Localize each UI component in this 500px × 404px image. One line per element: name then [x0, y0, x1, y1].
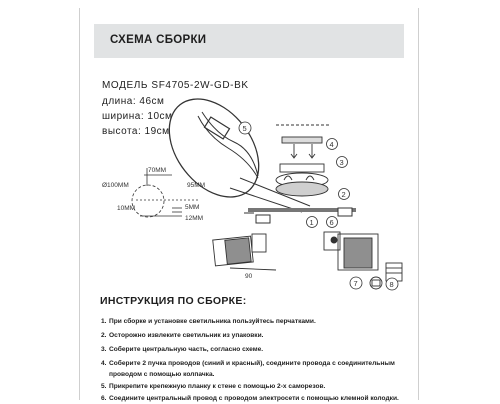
step-text: Соедините центральный провод с проводом электросети с помощью клемной колодки. [109, 395, 399, 402]
instruction-step [101, 345, 401, 355]
instruction-step [101, 359, 401, 369]
step-number: 2. [101, 332, 107, 339]
assembly-diagram [80, 8, 418, 298]
dim-twelve-label: 12MM [185, 215, 204, 222]
instruction-page [79, 8, 419, 400]
model-name: МОДЕЛЬ SF4705-2W-GD-BK [102, 80, 249, 91]
dimension-label: ширина: [102, 111, 145, 122]
dimension-value: 46см [139, 96, 165, 107]
instruction-step-continuation [101, 370, 401, 380]
dim-holes-label: 95MM [187, 182, 206, 189]
instructions-title: ИНСТРУКЦИЯ ПО СБОРКЕ: [100, 295, 247, 307]
callout-4-label: 4 [329, 140, 334, 149]
step-text: При сборке и установке светильника пользуйтесь перчатками. [109, 318, 316, 325]
callout-6-label: 6 [329, 218, 334, 227]
dim-shade-label: 90 [245, 273, 253, 280]
page-title: СХЕМА СБОРКИ [110, 34, 207, 46]
callout-5-label: 5 [242, 124, 247, 133]
lamp-body [244, 208, 356, 223]
dimension-label: длина: [102, 96, 137, 107]
instruction-step [101, 317, 401, 327]
step-text: Осторожно извлеките светильник из упаковки. [109, 332, 264, 339]
callout-8-label: 8 [389, 280, 394, 289]
step-text: Соберите центральную часть, согласно схеме. [109, 346, 264, 353]
dim-width-top-label: 70MM [148, 167, 167, 174]
right-lamp-shade [324, 232, 378, 270]
step-number: 6. [101, 395, 107, 402]
dim-depth-label: 10MM [117, 205, 136, 212]
callout-2-label: 2 [341, 190, 346, 199]
step-text: Соберите 2 пучка проводов (синий и красный), соедините провода с соединительным [109, 360, 395, 367]
left-lamp-shade [213, 234, 276, 270]
callout-1-label: 1 [309, 218, 314, 227]
dim-diameter-label: Ø100MM [102, 182, 129, 189]
step-text: проводом с помощью колпачка. [109, 371, 215, 378]
step-number: 1. [101, 318, 107, 325]
dimension-value: 19см [144, 126, 170, 137]
wall-plate [276, 125, 330, 196]
instruction-step [101, 394, 401, 404]
step-number: 5. [101, 383, 107, 390]
callout-3-label: 3 [339, 158, 344, 167]
dimension-label: высота: [102, 126, 142, 137]
dim-five-label: 5MM [185, 204, 200, 211]
instruction-step [101, 331, 401, 341]
instruction-step [101, 382, 401, 392]
step-text: Прикрепите крепежную планку к стене с помощью 2-х саморезов. [109, 383, 326, 390]
dimension-value: 10см [147, 111, 173, 122]
step-number: 4. [101, 360, 107, 367]
step-number: 3. [101, 346, 107, 353]
callout-7-label: 7 [353, 279, 358, 288]
